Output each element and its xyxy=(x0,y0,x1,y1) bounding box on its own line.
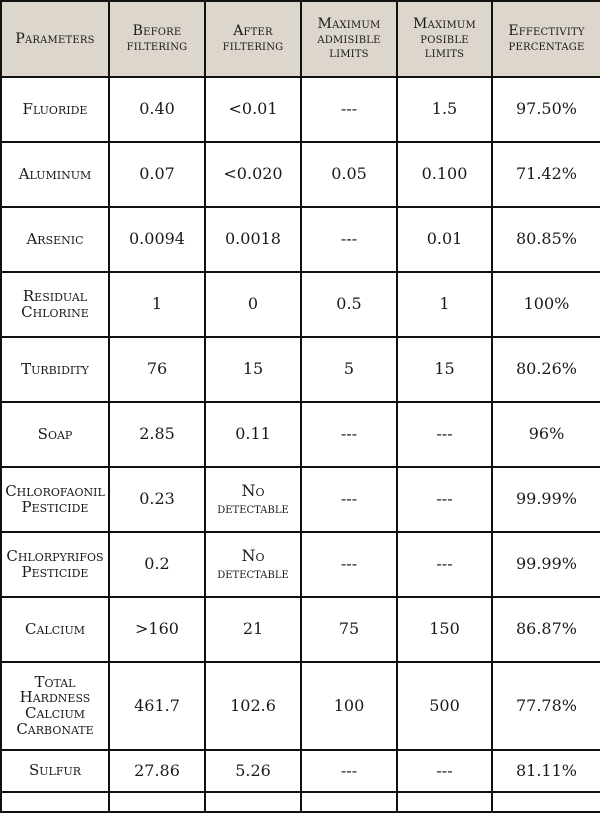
before-cell: 2.85 xyxy=(109,402,205,467)
table-row-partial xyxy=(1,792,600,812)
effectivity-cell: 86.87% xyxy=(492,597,600,662)
possible-cell: --- xyxy=(397,467,492,532)
header-effectivity-percentage: Effectivity percentage xyxy=(492,1,600,77)
table-row xyxy=(1,597,600,662)
parameter-cell: Aluminum xyxy=(1,142,109,207)
before-cell: 0.0094 xyxy=(109,207,205,272)
parameter-cell: Turbidity xyxy=(1,337,109,402)
after-cell: 21 xyxy=(205,597,301,662)
effectivity-cell: 81.11% xyxy=(492,750,600,792)
effectivity-cell: 71.42% xyxy=(492,142,600,207)
before-cell: 0.23 xyxy=(109,467,205,532)
admissible-cell: --- xyxy=(301,750,397,792)
possible-cell: 1.5 xyxy=(397,77,492,142)
empty-cell xyxy=(205,792,301,812)
admissible-cell: 5 xyxy=(301,337,397,402)
after-cell: 102.6 xyxy=(205,662,301,750)
before-cell: 27.86 xyxy=(109,750,205,792)
empty-cell xyxy=(1,792,109,812)
table-row xyxy=(1,337,600,402)
after-line-2: detectable xyxy=(217,565,289,582)
table-row xyxy=(1,402,600,467)
effectivity-cell: 77.78% xyxy=(492,662,600,750)
parameter-cell: Chlorpyrifos Pesticide xyxy=(1,532,109,597)
admissible-cell: --- xyxy=(301,77,397,142)
effectivity-cell: 97.50% xyxy=(492,77,600,142)
parameter-cell: Arsenic xyxy=(1,207,109,272)
effectivity-cell: 80.85% xyxy=(492,207,600,272)
after-cell: <0.020 xyxy=(205,142,301,207)
admissible-cell: --- xyxy=(301,402,397,467)
after-cell: 0 xyxy=(205,272,301,337)
possible-cell: --- xyxy=(397,750,492,792)
admissible-cell: --- xyxy=(301,467,397,532)
parameter-cell: Residual Chlorine xyxy=(1,272,109,337)
admissible-cell: 100 xyxy=(301,662,397,750)
parameter-cell: Chlorofaonil Pesticide xyxy=(1,467,109,532)
before-cell: 0.2 xyxy=(109,532,205,597)
parameter-cell: Sulfur xyxy=(1,750,109,792)
effectivity-cell: 99.99% xyxy=(492,532,600,597)
after-line-1: No xyxy=(241,545,265,565)
possible-cell: 1 xyxy=(397,272,492,337)
header-max-possible-limits: Maximum posible limits xyxy=(397,1,492,77)
admissible-cell: 0.05 xyxy=(301,142,397,207)
empty-cell xyxy=(109,792,205,812)
table-row xyxy=(1,467,600,532)
table-row xyxy=(1,207,600,272)
table-row xyxy=(1,532,600,597)
after-cell xyxy=(205,532,301,597)
before-cell: 0.07 xyxy=(109,142,205,207)
before-cell: 461.7 xyxy=(109,662,205,750)
admissible-cell: --- xyxy=(301,207,397,272)
effectivity-cell: 100% xyxy=(492,272,600,337)
possible-cell: --- xyxy=(397,402,492,467)
possible-cell: --- xyxy=(397,532,492,597)
admissible-cell: --- xyxy=(301,532,397,597)
possible-cell: 0.100 xyxy=(397,142,492,207)
header-before-filtering: Before filtering xyxy=(109,1,205,77)
after-cell: 5.26 xyxy=(205,750,301,792)
header-row xyxy=(1,1,600,77)
table-row xyxy=(1,77,600,142)
effectivity-cell: 80.26% xyxy=(492,337,600,402)
header-parameters: Parameters xyxy=(1,1,109,77)
effectivity-cell: 99.99% xyxy=(492,467,600,532)
after-cell xyxy=(205,467,301,532)
after-line-2: detectable xyxy=(217,500,289,517)
possible-cell: 150 xyxy=(397,597,492,662)
table-row xyxy=(1,750,600,792)
table-row xyxy=(1,272,600,337)
header-max-admissible-limits: Maximum admisible limits xyxy=(301,1,397,77)
after-line-1: No xyxy=(241,480,265,500)
empty-cell xyxy=(492,792,600,812)
before-cell: >160 xyxy=(109,597,205,662)
before-cell: 1 xyxy=(109,272,205,337)
after-cell: 0.11 xyxy=(205,402,301,467)
after-cell: <0.01 xyxy=(205,77,301,142)
table-row xyxy=(1,662,600,750)
before-cell: 76 xyxy=(109,337,205,402)
parameter-cell: Fluoride xyxy=(1,77,109,142)
empty-cell xyxy=(397,792,492,812)
header-after-filtering: After filtering xyxy=(205,1,301,77)
before-cell: 0.40 xyxy=(109,77,205,142)
parameter-cell: Total Hardness Calcium Carbonate xyxy=(1,662,109,750)
possible-cell: 0.01 xyxy=(397,207,492,272)
after-cell: 0.0018 xyxy=(205,207,301,272)
possible-cell: 15 xyxy=(397,337,492,402)
admissible-cell: 0.5 xyxy=(301,272,397,337)
effectivity-cell: 96% xyxy=(492,402,600,467)
admissible-cell: 75 xyxy=(301,597,397,662)
possible-cell: 500 xyxy=(397,662,492,750)
empty-cell xyxy=(301,792,397,812)
table-row xyxy=(1,142,600,207)
parameter-cell: Calcium xyxy=(1,597,109,662)
parameter-cell: Soap xyxy=(1,402,109,467)
after-cell: 15 xyxy=(205,337,301,402)
